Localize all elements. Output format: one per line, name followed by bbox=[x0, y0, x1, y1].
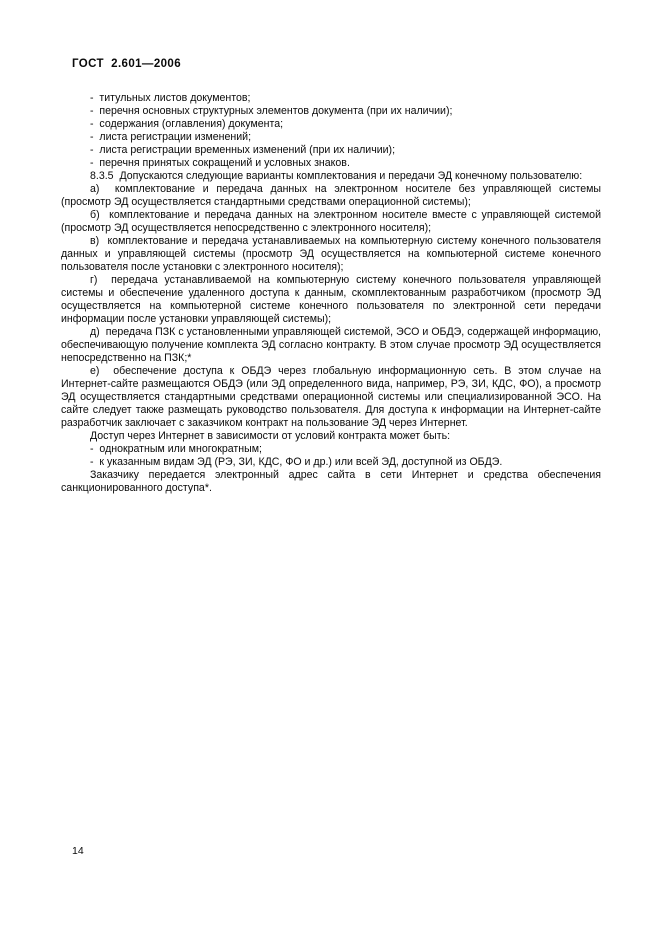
clause-8-3-5: 8.3.5 Допускаются следующие варианты комплектования и передачи ЭД конечному пользователю: bbox=[90, 170, 583, 182]
paragraph-internet-access: Доступ через Интернет в зависимости от условий контракта может быть: bbox=[90, 430, 451, 442]
dash-item-contents: - содержания (оглавления) документа; bbox=[90, 118, 284, 130]
page-number: 14 bbox=[72, 845, 84, 857]
item-g: г) передача устанавливаемой на компьютерную систему конечного пользователя управляющей системы и обеспечение удаленного доступа к данным, скомплектованным разработчиком (просмотр ЭД осуществляется на компьютерной системе конечного пользователя по электронной сети передачи информации после установки управляющей системы); bbox=[61, 274, 601, 325]
item-e: е) обеспечение доступа к ОБДЭ через глобальную информационную сеть. В этом случае на Интернет-сайте размещаются ОБДЭ (или ЭД определенного вида, например, РЭ, ЗИ, КДС, ФО), а просмотр ЭД осуществляется стандартными средствами операционной системы или специализированной ЭСО. На сайте следует также размещать руководство пользователя. Для доступа к информации на Интернет-сайте разработчик заключает с заказчиком контракт на пользование ЭД через Интернет. bbox=[61, 365, 601, 429]
dash-item-structural-elements: - перечня основных структурных элементов документа (при их наличии); bbox=[90, 105, 453, 117]
dash-item-title-pages: - титульных листов документов; bbox=[90, 92, 251, 104]
paragraph-customer-address: Заказчику передается электронный адрес сайта в сети Интернет и средства обеспечения санкционированного доступа*. bbox=[61, 469, 601, 494]
dash-item-changes-sheet: - листа регистрации изменений; bbox=[90, 131, 252, 143]
standard-number-header: ГОСТ 2.601—2006 bbox=[72, 58, 182, 70]
document-body bbox=[61, 92, 601, 495]
item-d: д) передача ПЗК с установленными управляющей системой, ЭСО и ОБДЭ, содержащей информацию, обеспечивающую получение комплекта ЭД согласно контракту. В этом случае просмотр ЭД осуществляется непосредственно на ПЗК;* bbox=[61, 326, 601, 364]
item-v: в) комплектование и передача устанавливаемых на компьютерную систему конечного пользователя данных и управляющей системы (просмотр ЭД осуществляется на компьютерной системе конечного пользователя после установки с электронного носителя); bbox=[61, 235, 601, 273]
item-a: а) комплектование и передача данных на электронном носителе без управляющей системы (просмотр ЭД осуществляется стандартными средствами операционной системы); bbox=[61, 183, 601, 208]
dash-item-single-multiple: - однократным или многократным; bbox=[90, 443, 262, 455]
dash-item-ed-kinds: - к указанным видам ЭД (РЭ, ЗИ, КДС, ФО и др.) или всей ЭД, доступной из ОБДЭ. bbox=[90, 456, 503, 468]
dash-item-temp-changes-sheet: - листа регистрации временных изменений (при их наличии); bbox=[90, 144, 396, 156]
dash-item-abbreviations: - перечня принятых сокращений и условных знаков. bbox=[90, 157, 350, 169]
item-b: б) комплектование и передача данных на электронном носителе вместе с управляющей системой (просмотр ЭД осуществляется непосредственно с электронного носителя); bbox=[61, 209, 601, 234]
